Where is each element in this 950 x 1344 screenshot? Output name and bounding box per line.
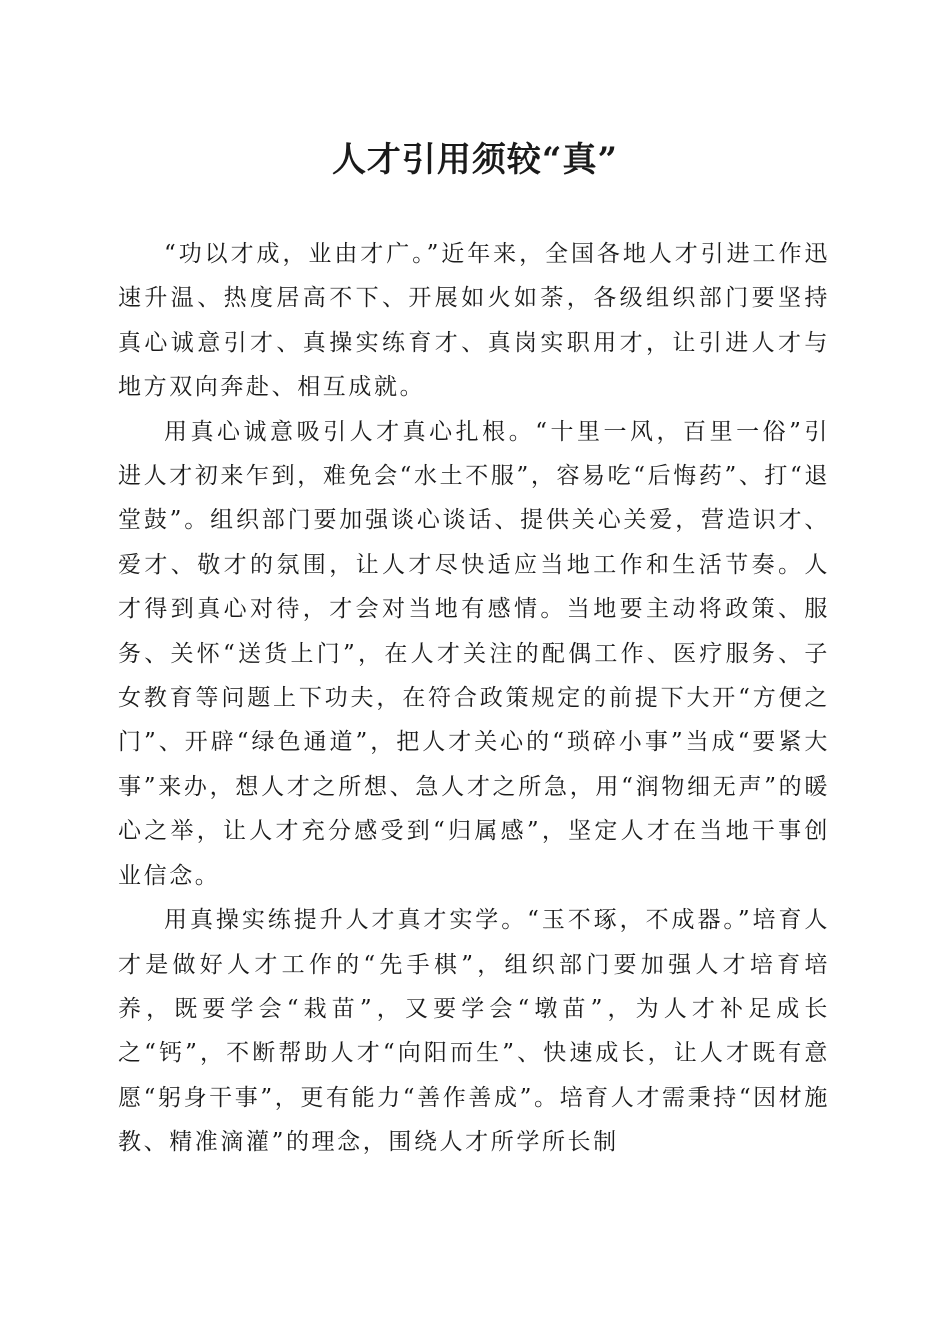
paragraph-intro: “功以才成，业由才广。”近年来，全国各地人才引进工作迅速升温、热度居高不下、开展如火如荼，各级组织部门要坚持真心诚意引才、真操实练育才、真岗实职用才，让引进人才与地方双向奔赴、相互成就。	[118, 241, 830, 401]
paragraph-cultivate-talent: 用真操实练提升人才真才实学。“玉不琢，不成器。”培育人才是做好人才工作的“先手棋”，组织部门要加强人才培育培养，既要学会“栽苗”，又要学会“墩苗”，为人才补足成长之“钙”，不断帮助人才“向阳而生”、快速成长，让人才既有意愿“躬身干事”，更有能力“善作善成”。培育人才需秉持“因材施教、精准滴灌”的理念，围绕人才所学所长制	[118, 907, 830, 1156]
page-title: 人才引用须较“真”	[331, 140, 619, 180]
article-body	[118, 232, 830, 1165]
paragraph-attract-talent: 用真心诚意吸引人才真心扎根。“十里一风，百里一俗”引进人才初来乍到，难免会“水土不服”，容易吃“后悔药”、打“退堂鼓”。组织部门要加强谈心谈话、提供关心关爱，营造识才、爱才、敬才的氛围，让人才尽快适应当地工作和生活节奏。人才得到真心对待，才会对当地有感情。当地要主动将政策、服务、关怀“送货上门”，在人才关注的配偶工作、医疗服务、子女教育等问题上下功夫，在符合政策规定的前提下大开“方便之门”、开辟“绿色通道”，把人才关心的“琐碎小事”当成“要紧大事”来办，想人才之所想、急人才之所急，用“润物细无声”的暖心之举，让人才充分感受到“归属感”，坚定人才在当地干事创业信念。	[118, 418, 830, 889]
